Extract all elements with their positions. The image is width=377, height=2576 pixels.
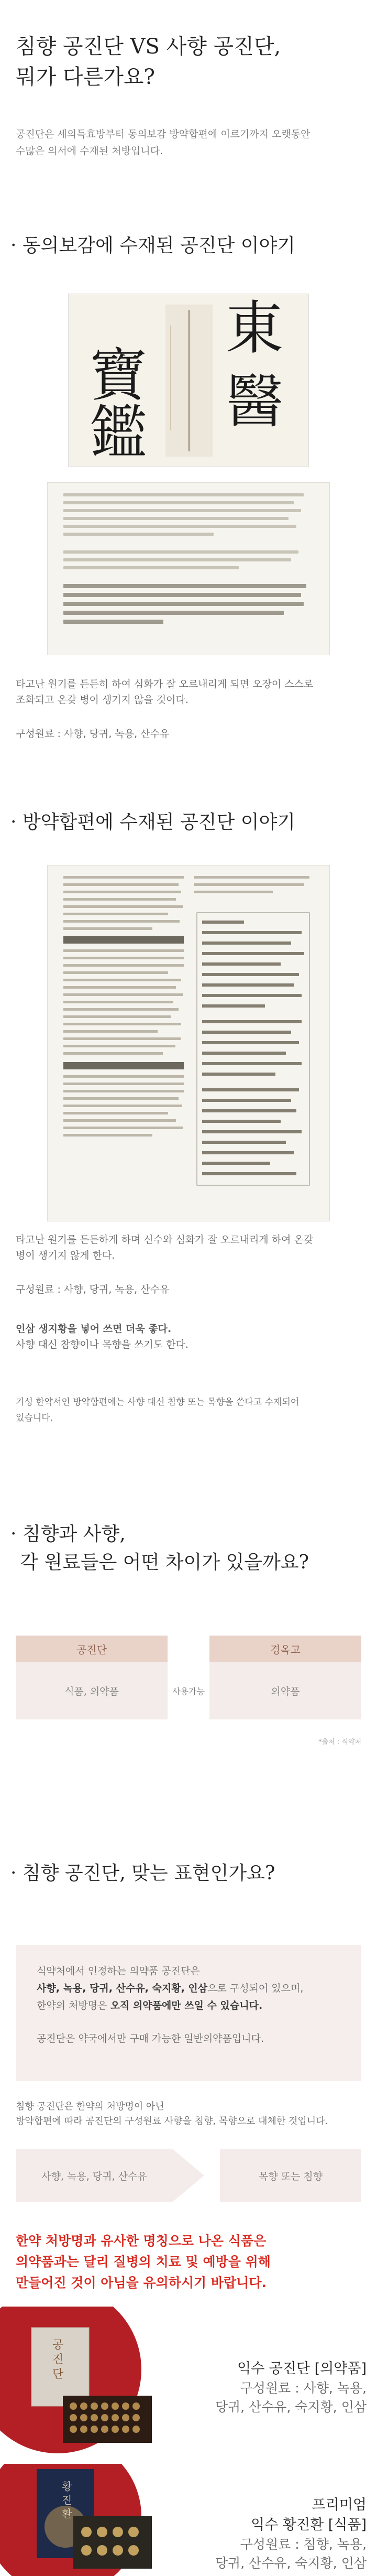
table-cell-middle: 사용가능 [172, 1686, 205, 1696]
s1-text-line-1: 타고난 원기를 든든히 하여 심화가 잘 오르내리게 되면 오장이 스스로 [16, 678, 314, 690]
product-image-gongjindan [0, 2307, 157, 2453]
flow-arrow-icon [173, 2149, 204, 2202]
s2-note-line-2: 사향 대신 참향이나 목향을 쓰기도 한다. [16, 1339, 188, 1350]
section-title-difference [10, 1520, 367, 1577]
s2-note2-line-2: 있습니다. [16, 1413, 53, 1423]
book-char-4: 鑑 [90, 399, 147, 467]
gongjindan-box-label: 공진단 [52, 2339, 64, 2381]
intro-line-1: 공진단은 세의득효방부터 동의보감 방약합편에 이르기까지 오랫동안 [16, 128, 311, 140]
flow-box-substitute: 목향 또는 침향 [220, 2149, 361, 2202]
warning-line-3: 만들어진 것이 아님을 유의하시기 바랍니다. [16, 2275, 267, 2290]
product-hwangjinhwan-info [157, 2495, 367, 2573]
info-line-3-bold: 오직 의약품에만 쓰일 수 있습니다. [110, 2000, 263, 2011]
intro-text [16, 126, 361, 159]
info-line-2 [37, 1980, 340, 1997]
product-hwangjinhwan-desc-2: 당귀, 산수유, 숙지황, 인삼 [215, 2556, 367, 2571]
s2-text-line-2: 병이 생기지 않게 한다. [16, 1250, 115, 1261]
title-line-2: 뭐가 다른가요? [16, 65, 155, 89]
product-hwangjinhwan-name-1: 프리미엄 [312, 2497, 367, 2513]
donguibogam-description [16, 676, 361, 708]
s2-note2-line-1: 기성 한약서인 방약합편에는 사향 대신 침향 또는 목향을 쓴다고 수재되어 [16, 1397, 300, 1408]
section-title-donguibogam: · 동의보감에 수재된 공진단 이야기 [10, 235, 296, 256]
warning-line-2: 의약품과는 달리 질병의 치료 및 예방을 위해 [16, 2254, 271, 2269]
bangyakhappyeon-note-2 [16, 1394, 361, 1426]
bangyakhappyeon-page-illustration [63, 876, 315, 1211]
book-char-2: 醫 [226, 368, 283, 435]
table-cell-left: 식품, 의약품 [16, 1662, 168, 1719]
book-char-3: 寶 [90, 342, 147, 409]
donguibogam-ingredients: 구성원료 : 사향, 당귀, 녹용, 산수유 [16, 728, 170, 740]
book-char-1: 東 [226, 295, 283, 362]
info-line-3 [37, 1997, 340, 2015]
section-title-bangyakhappyeon: · 방약합편에 수재된 공진단 이야기 [10, 811, 296, 833]
product-hwangjinhwan-desc-1: 구성원료 : 침향, 녹용, [240, 2537, 367, 2552]
info-line-2-bold: 사향, 녹용, 당귀, 산수유, 숙지황, 인삼 [37, 1983, 208, 1994]
product-hwangjinhwan-name-2: 익수 황진환 [식품] [251, 2517, 367, 2533]
bangyakhappyeon-note [16, 1321, 361, 1352]
product-gongjindan-desc-1: 구성원료 : 사향, 녹용, [240, 2380, 367, 2396]
s2-note-line-1: 인삼 생지황을 넣어 쓰면 더욱 좋다. [16, 1323, 172, 1335]
flow-box-original: 사향, 녹용, 당귀, 산수유 [16, 2149, 173, 2202]
s2-text-line-1: 타고난 원기를 든든하게 하며 신수와 심화가 잘 오르내리게 하여 온갖 [16, 1234, 314, 1246]
product-gongjindan-info [157, 2359, 367, 2417]
table-header-right: 경옥고 [209, 1636, 361, 1662]
bangyakhappyeon-description [16, 1232, 361, 1263]
table-header-left: 공진단 [16, 1636, 168, 1662]
info-line-1: 식약처에서 인정하는 의약품 공진단은 [37, 1965, 200, 1977]
section-title-expression: · 침향 공진단, 맞는 표현인가요? [10, 1863, 275, 1884]
s1-text-line-2: 조화되고 온갖 병이 생기지 않을 것이다. [16, 694, 188, 706]
intro-line-2: 수많은 의서에 수재된 처방입니다. [16, 145, 163, 157]
expression-description [16, 2099, 361, 2129]
warning-line-1: 한약 처방명과 유사한 명칭으로 나온 식품은 [16, 2233, 267, 2248]
info-line-2-rest: 으로 구성되어 있으며, [207, 1983, 304, 1994]
bangyakhappyeon-text-scan [47, 865, 330, 1221]
warning-text [16, 2231, 361, 2293]
s3-title-line-1: · 침향과 사향, [10, 1523, 126, 1545]
page-title [16, 31, 361, 92]
info-line-3-text: 한약의 처방명은 [37, 2000, 110, 2011]
product-gongjindan-desc-2: 당귀, 산수유, 숙지황, 인삼 [215, 2399, 367, 2415]
info-line-4: 공진단은 약국에서만 구매 가능한 일반의약품입니다. [37, 2033, 264, 2044]
hwangjinhwan-package-illustration [0, 2464, 157, 2576]
donguibogam-book-image [68, 294, 309, 467]
source-note: *출처 : 식약처 [318, 1738, 361, 1746]
product-image-hwangjinhwan [0, 2464, 157, 2576]
table-cell-right: 의약품 [209, 1662, 361, 1719]
hwangjinhwan-box-label: 황진환 [62, 2480, 72, 2520]
title-line-1: 침향 공진단 VS 사향 공진단, [16, 35, 281, 59]
info-box [16, 1945, 361, 2081]
product-gongjindan-name: 익수 공진단 [의약품] [237, 2361, 367, 2377]
donguibogam-text-scan [47, 482, 330, 655]
bangyakhappyeon-ingredients: 구성원료 : 사향, 당귀, 녹용, 산수유 [16, 1284, 170, 1295]
comparison-table [16, 1636, 361, 1730]
s4-text-line-2: 방약합편에 따라 공진단의 구성원료 사향을 침향, 목향으로 대체한 것입니다. [16, 2116, 328, 2127]
gongjindan-package-illustration [0, 2307, 157, 2453]
s4-text-line-1: 침향 공진단은 한약의 처방명이 아닌 [16, 2101, 164, 2112]
s3-title-line-2: 각 원료들은 어떤 차이가 있을까요? [20, 1552, 309, 1573]
